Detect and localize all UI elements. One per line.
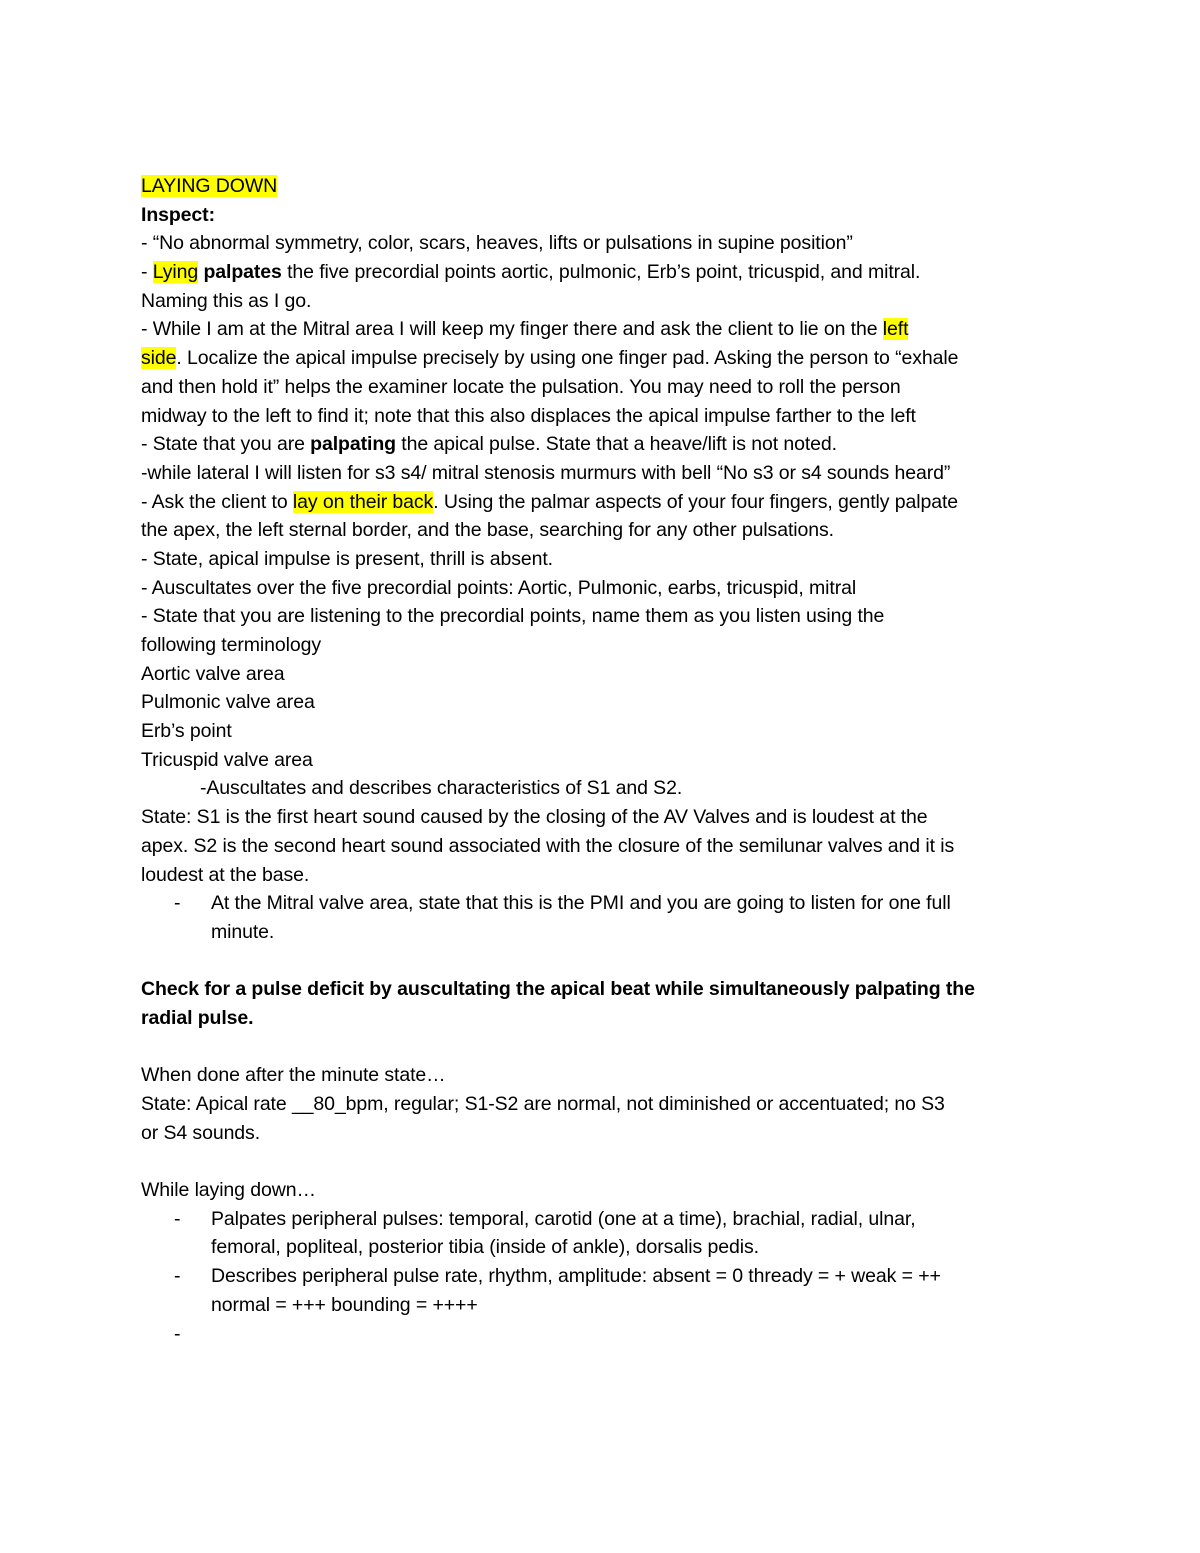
when-done-line: When done after the minute state… [141,1064,446,1087]
inspect-line: - “No abnormal symmetry, color, scars, heaves, lifts or pulsations in supine position” [141,232,853,255]
section-heading: LAYING DOWN [141,175,278,197]
apical-rate-line-2: or S4 sounds. [141,1121,261,1144]
s1s2-line: -Auscultates and describes characteristics of S1 and S2. [200,777,683,800]
state-palpating-line: - State that you are palpating the apical pulse. State that a heave/lift is not noted. [141,433,837,456]
mitral-line-4: midway to the left to find it; note that this also displaces the apical impulse farther to the left [141,404,916,427]
inspect-label: Inspect: [141,203,215,226]
list-item-describes: - Describes peripheral pulse rate, rhythm, amplitude: absent = 0 thready = + weak = ++ [141,1262,1076,1291]
mitral-line-1: - While I am at the Mitral area I will keep my finger there and ask the client to lie on the left [141,318,909,341]
mitral-line-3: and then hold it” helps the examiner locate the pulsation. You may need to roll the person [141,375,901,398]
area-erbs: Erb’s point [141,720,232,743]
mitral-line-2: side. Localize the apical impulse precisely by using one finger pad. Asking the person to “exhale [141,347,959,370]
listening-line-1: - State that you are listening to the precordial points, name them as you listen using the [141,605,885,628]
highlight-lying: Lying [152,261,199,284]
naming-line: Naming this as I go. [141,289,312,312]
area-aortic: Aortic valve area [141,662,285,685]
list-item-pmi-cont: minute. [211,920,275,943]
bullet-dash: - [174,1265,181,1288]
apical-present-line: - State, apical impulse is present, thrill is absent. [141,547,553,570]
bullet-dash: - [174,892,181,915]
blank-line [141,1147,1076,1176]
s1-line-1: State: S1 is the first heart sound caused by the closing of the AV Valves and is loudest at the [141,806,928,829]
highlight-left: left [882,318,909,341]
s1-line-2: apex. S2 is the second heart sound associated with the closure of the semilunar valves and it is [141,834,955,857]
apex-line: the apex, the left sternal border, and the base, searching for any other pulsations. [141,519,834,542]
bullet-dash: - [174,1207,181,1230]
list-item-describes-cont: normal = +++ bounding = ++++ [211,1293,478,1316]
list-item-pmi: - At the Mitral valve area, state that this is the PMI and you are going to listen for one full [141,889,1076,918]
list-item-peripheral: - Palpates peripheral pulses: temporal, carotid (one at a time), brachial, radial, ulnar, [141,1205,1076,1234]
list-item-peripheral-cont: femoral, popliteal, posterior tibia (inside of ankle), dorsalis pedis. [211,1236,759,1259]
bullet-dash: - [174,1322,181,1345]
deficit-line-2: radial pulse. [141,1006,254,1029]
s1-line-3: loudest at the base. [141,863,310,886]
deficit-line-1: Check for a pulse deficit by auscultating the apical beat while simultaneously palpating the [141,978,975,1001]
document-body [141,172,1076,1348]
blank-line [141,947,1076,976]
list-item-empty [141,1320,1076,1349]
highlight-side: side [141,347,177,370]
while-laying-line: While laying down… [141,1179,316,1202]
auscultates-line: - Auscultates over the five precordial points: Aortic, Pulmonic, earbs, tricuspid, mitral [141,576,857,599]
area-pulmonic: Pulmonic valve area [141,691,315,714]
back-line: - Ask the client to lay on their back. Using the palmar aspects of your four fingers, gently palpate [141,490,959,513]
lateral-line: -while lateral I will listen for s3 s4/ mitral stenosis murmurs with bell “No s3 or s4 sounds heard” [141,461,951,484]
blank-line [141,1033,1076,1062]
highlight-back: lay on their back [292,490,434,513]
palpate-line: - Lying palpates the five precordial points aortic, pulmonic, Erb’s point, tricuspid, and mitral. [141,261,921,284]
area-tricuspid: Tricuspid valve area [141,748,313,771]
apical-rate-line-1: State: Apical rate __80_bpm, regular; S1-S2 are normal, not diminished or accentuated; no S3 [141,1093,945,1115]
listening-line-2: following terminology [141,634,321,656]
